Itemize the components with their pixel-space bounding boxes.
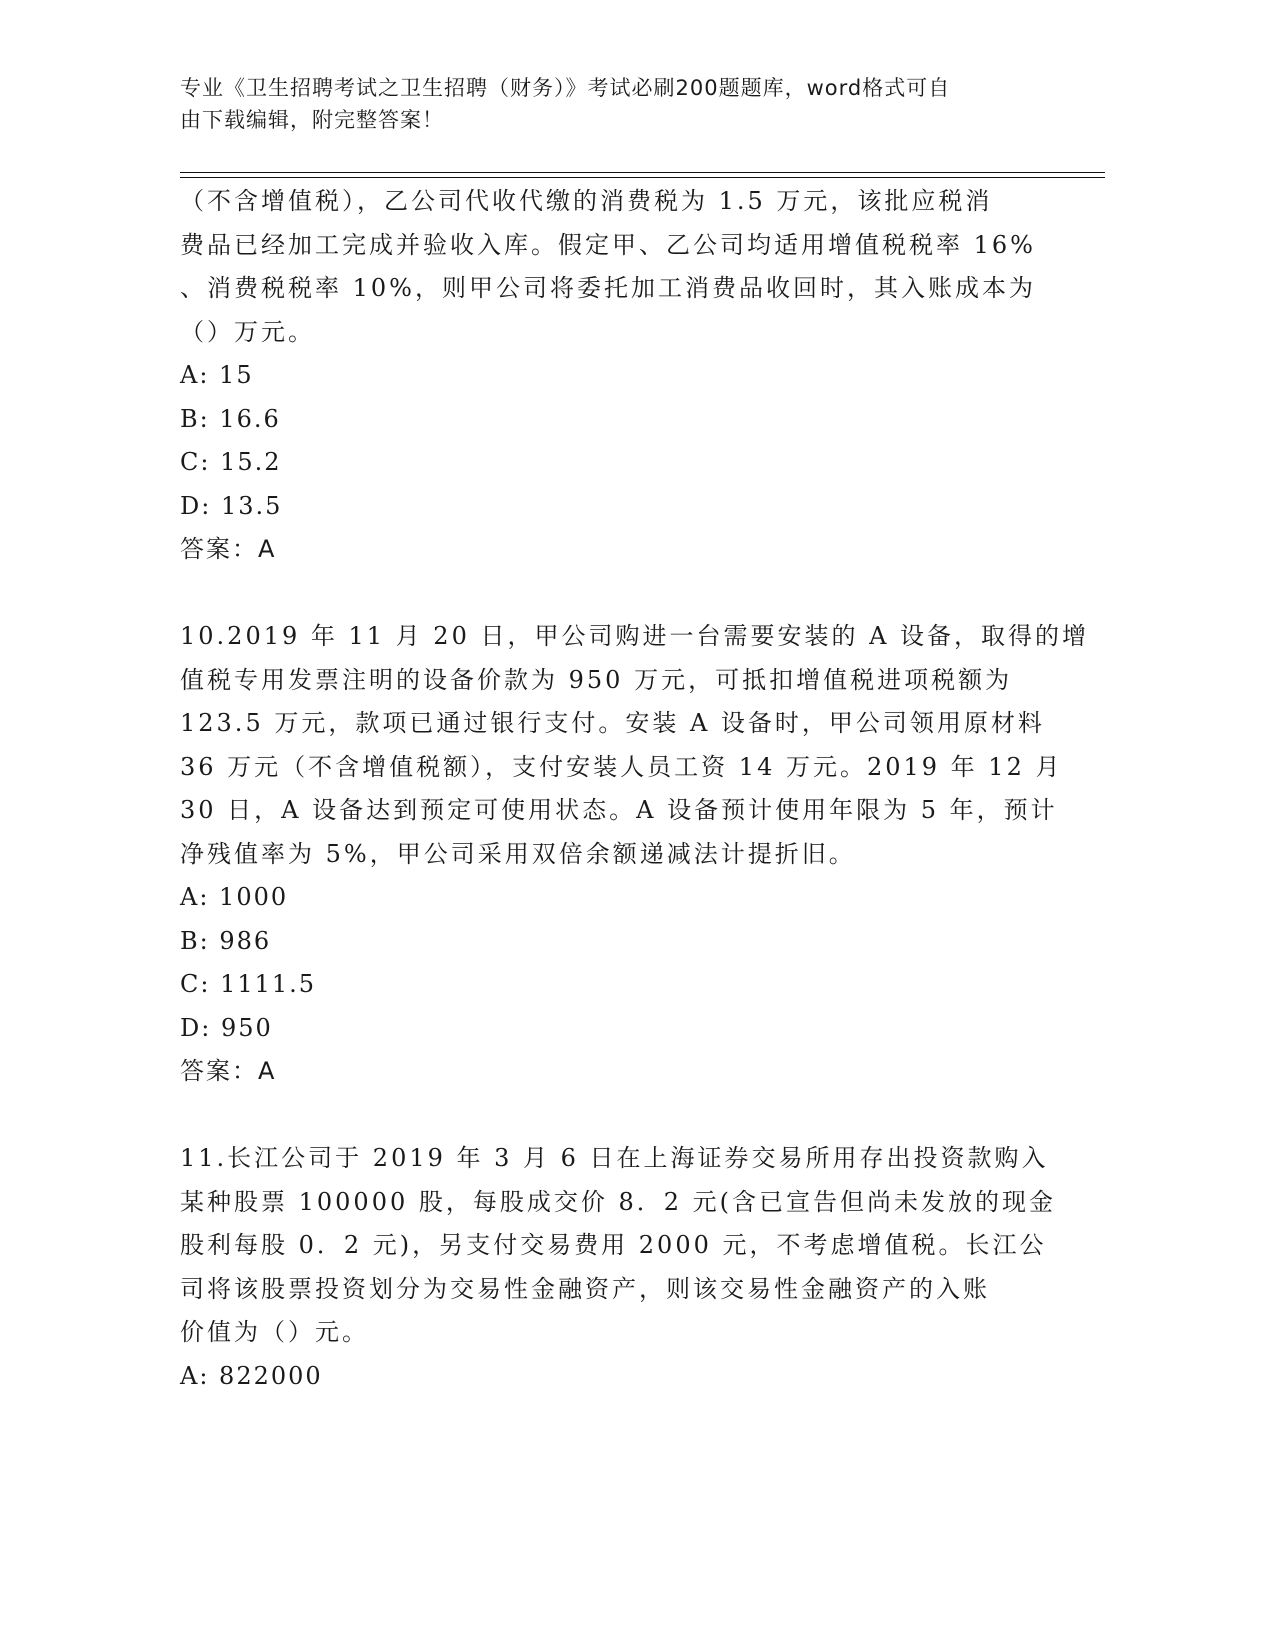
spacer (180, 1094, 1060, 1138)
question-line: 某种股票 100000 股，每股成交价 8．2 元(含已宣告但尚未发放的现金 (180, 1187, 1057, 1216)
option-a: A: 1000 (180, 883, 289, 911)
option-d: D: 13.5 (180, 491, 283, 520)
question-line: 36 万元（不含增值税额），支付安装人员工资 14 万元。2019 年 12 月 (180, 752, 1063, 781)
question-line: 费品已经加工完成并验收入库。假定甲、乙公司均适用增值税税率 16% (180, 230, 1036, 259)
option-b: B: 16.6 (180, 404, 281, 433)
answer: 答案：A (180, 535, 277, 563)
question-line: （不含增值税），乙公司代收代缴的消费税为 1.5 万元，该批应税消 (180, 187, 993, 215)
question-line: 、消费税税率 10%，则甲公司将委托加工消费品收回时，其入账成本为 (180, 274, 1036, 302)
question-text (180, 180, 1060, 354)
question-line: 10.2019 年 11 月 20 日，甲公司购进一台需要安装的 A 设备，取得的增 (180, 622, 1090, 650)
question-line: 值税专用发票注明的设备价款为 950 万元，可抵扣增值税进项税额为 (180, 665, 1013, 694)
question-10 (180, 615, 1090, 1094)
question-11 (180, 1137, 1060, 1398)
question-line: 司将该股票投资划分为交易性金融资产，则该交易性金融资产的入账 (180, 1274, 990, 1303)
answer: 答案：A (180, 1057, 277, 1085)
option-a: A: 15 (180, 361, 254, 389)
header-divider-top (180, 172, 1105, 173)
question-line: 价值为（）元。 (180, 1318, 369, 1346)
header-divider-bottom (180, 177, 1105, 178)
question-text (180, 1137, 1060, 1355)
header-title-line-1: 专业《卫生招聘考试之卫生招聘（财务）》考试必刷200题题库，word格式可自 (180, 76, 951, 100)
question-9 (180, 180, 1060, 572)
option-c: C: 15.2 (180, 448, 282, 476)
option-c: C: 1111.5 (180, 970, 317, 998)
question-line: 123.5 万元，款项已通过银行支付。安装 A 设备时，甲公司领用原材料 (180, 709, 1045, 737)
header-title-line-2: 由下载编辑，附完整答案！ (180, 108, 444, 132)
question-line: （）万元。 (180, 317, 315, 346)
question-line: 11.长江公司于 2019 年 3 月 6 日在上海证券交易所用存出投资款购入 (180, 1144, 1049, 1172)
option-d: D: 950 (180, 1013, 273, 1042)
spacer (180, 572, 1060, 616)
question-line: 净残值率为 5%，甲公司采用双倍余额递减法计提折旧。 (180, 839, 856, 868)
document-body (180, 180, 1090, 1398)
question-line: 股利每股 0．2 元)，另支付交易费用 2000 元，不考虑增值税。长江公 (180, 1231, 1047, 1259)
question-text (180, 615, 1090, 876)
option-a: A: 822000 (180, 1361, 323, 1390)
option-b: B: 986 (180, 926, 272, 955)
document-header (180, 72, 1060, 136)
question-line: 30 日，A 设备达到预定可使用状态。A 设备预计使用年限为 5 年，预计 (180, 796, 1058, 824)
